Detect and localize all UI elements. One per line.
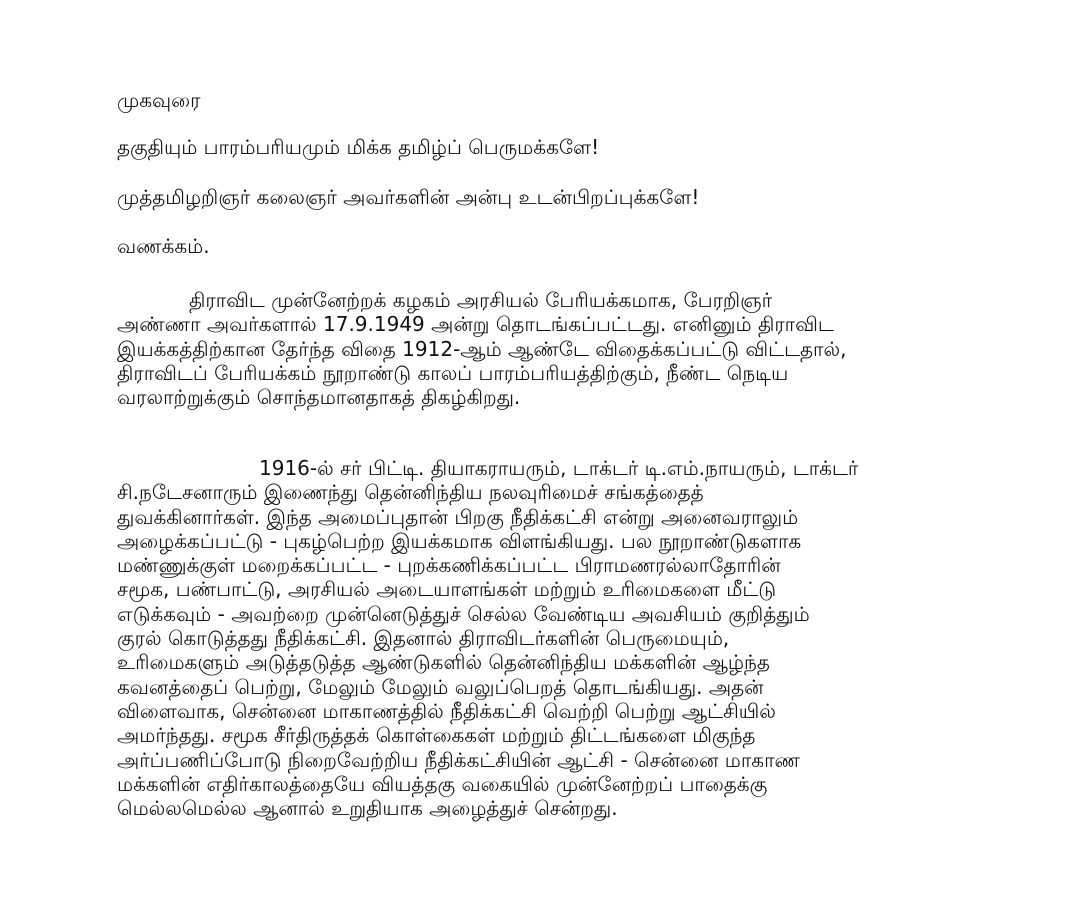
paragraph-1 xyxy=(117,288,997,409)
paragraph-2-line: எடுக்கவும் - அவற்றை முன்னெடுத்துச் செல்ல வேண்டிய அவசியம் குறித்தும் xyxy=(117,601,810,626)
paragraph-2-line: 1916-ல் சர் பிட்டி. தியாகராயரும், டாக்டர் டி.எம்.நாயரும், டாக்டர் xyxy=(259,456,859,480)
paragraph-1-line: இயக்கத்திற்கான தேர்ந்த விதை 1912-ஆம் ஆண்டே விதைக்கப்பட்டு விட்டதால், xyxy=(117,336,847,361)
paragraph-2-line: மண்ணுக்குள் மறைக்கப்பட்ட - புறக்கணிக்கப்பட்ட பிராமணரல்லாதோரின் xyxy=(117,553,781,578)
paragraph-1-line: வரலாற்றுக்கும் சொந்தமானதாகத் திகழ்கிறது. xyxy=(117,385,521,410)
paragraph-2-line: சமூக, பண்பாட்டு, அரசியல் அடையாளங்கள் மற்றும் உரிமைகளை மீட்டு xyxy=(117,577,777,602)
paragraph-1-line: அண்ணா அவர்களால் 17.9.1949 அன்று தொடங்கப்பட்டது. எனினும் திராவிட xyxy=(117,312,834,337)
paragraph-2-line: சி.நடேசனாரும் இணைந்து தென்னிந்திய நலவுரிமைச் சங்கத்தைத் xyxy=(117,480,704,505)
paragraph-2-line: விளைவாக, சென்னை மாகாணத்தில் நீதிக்கட்சி வெற்றி பெற்று ஆட்சியில் xyxy=(117,698,776,723)
greeting-line-1: தகுதியும் பாரம்பரியமும் மிக்க தமிழ்ப் பெருமக்களே! xyxy=(117,135,600,159)
paragraph-2-line: அமர்ந்தது. சமூக சீர்திருத்தக் கொள்கைகள் மற்றும் திட்டங்களை மிகுந்த xyxy=(117,723,756,748)
greeting-line-2: முத்தமிழறிஞர் கலைஞர் அவர்களின் அன்பு உடன்பிறப்புக்களே! xyxy=(117,185,700,209)
paragraph-2-line: மக்களின் எதிர்காலத்தையே வியத்தகு வகையில் முன்னேற்றப் பாதைக்கு xyxy=(117,771,768,796)
section-heading: முகவுரை xyxy=(117,88,201,112)
paragraph-2-line: உரிமைகளும் அடுத்தடுத்த ஆண்டுகளில் தென்னிந்திய மக்களின் ஆழ்ந்த xyxy=(117,650,770,675)
paragraph-2 xyxy=(117,456,997,820)
paragraph-2-line: துவக்கினார்கள். இந்த அமைப்புதான் பிறகு நீதிக்கட்சி என்று அனைவராலும் xyxy=(117,504,799,529)
paragraph-2-line: மெல்லமெல்ல ஆனால் உறுதியாக அழைத்துச் சென்றது. xyxy=(117,796,618,821)
paragraph-2-line: அர்ப்பணிப்போடு நிறைவேற்றிய நீதிக்கட்சியின் ஆட்சி - சென்னை மாகாண xyxy=(117,747,800,772)
paragraph-2-line: அழைக்கப்பட்டு - புகழ்பெற்ற இயக்கமாக விளங்கியது. பல நூறாண்டுகளாக xyxy=(117,528,802,553)
salutation: வணக்கம். xyxy=(117,234,210,258)
paragraph-1-line: திராவிடப் பேரியக்கம் நூறாண்டு காலப் பாரம்பரியத்திற்கும், நீண்ட நெடிய xyxy=(117,360,789,385)
paragraph-1-line: திராவிட முன்னேற்றக் கழகம் அரசியல் பேரியக்கமாக, பேரறிஞர் xyxy=(189,288,773,312)
paragraph-2-line: கவனத்தைப் பெற்று, மேலும் மேலும் வலுப்பெறத் தொடங்கியது. அதன் xyxy=(117,674,764,699)
paragraph-2-line: குரல் கொடுத்தது நீதிக்கட்சி. இதனால் திராவிடர்களின் பெருமையும், xyxy=(117,626,730,651)
